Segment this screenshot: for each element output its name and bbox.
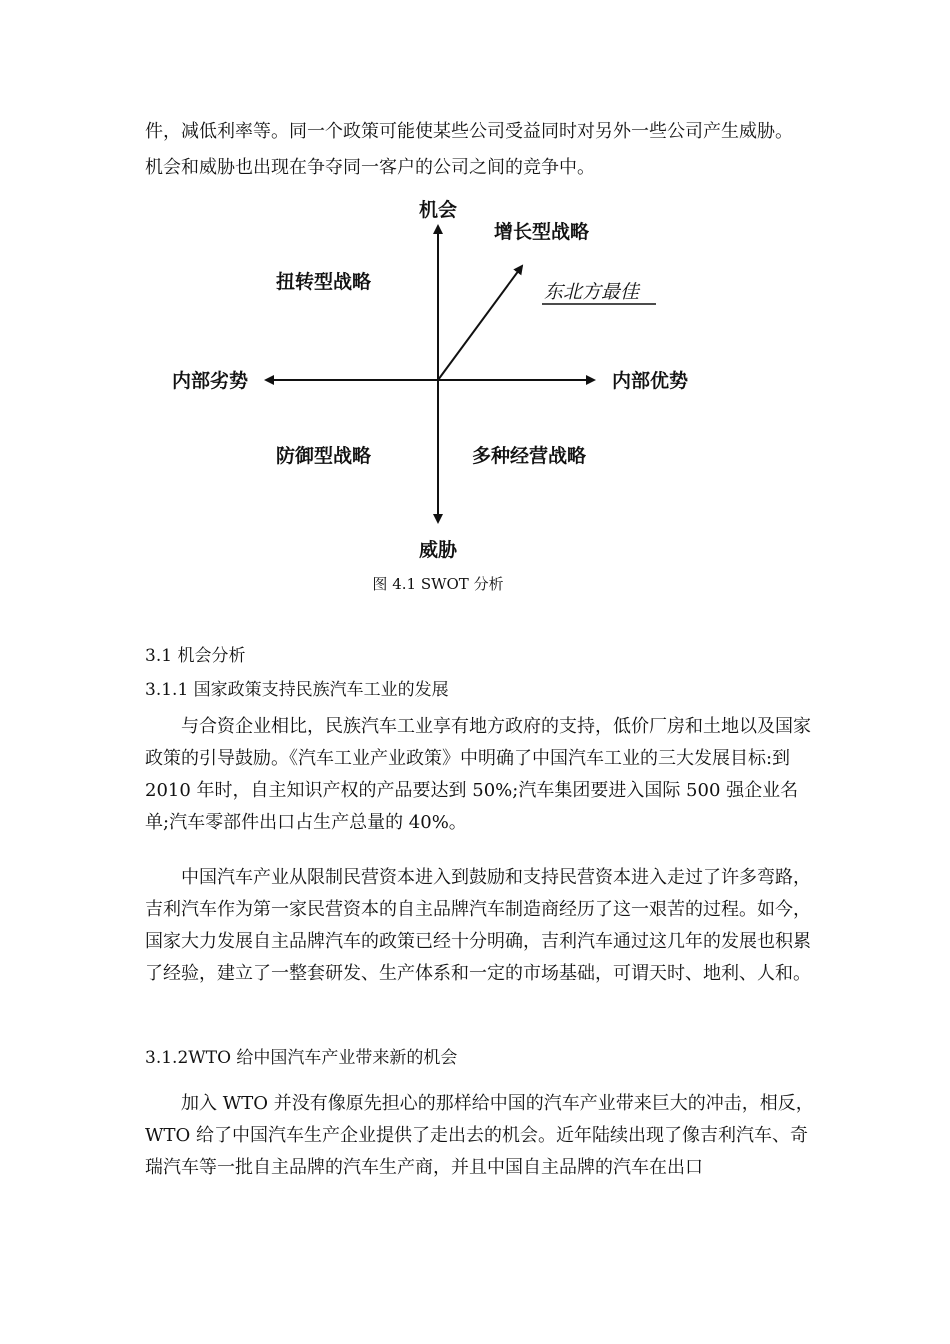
subsection-heading-2: 3.1.2WTO 给中国汽车产业带来新的机会 [145,1048,458,1068]
swot-diagram [160,190,720,610]
label-defensive-strategy: 防御型战略 [276,445,372,467]
handwritten-note: 东北方最佳 [544,281,640,303]
label-internal-strength: 内部优势 [612,370,689,392]
growth-arrow [438,266,522,380]
label-growth-strategy: 增长型战略 [494,221,590,243]
subsection-heading-1: 3.1.1 国家政策支持民族汽车工业的发展 [145,680,449,700]
intro-line-2: 机会和威胁也出现在争夺同一客户的公司之间的竞争中。 [145,157,595,178]
label-turnaround-strategy: 扭转型战略 [276,271,372,293]
figure-caption: 图 4.1 SWOT 分析 [372,575,504,593]
label-diversification-strategy: 多种经营战略 [472,445,587,467]
paragraph-2: 中国汽车产业从限制民营资本进入到鼓励和支持民营资本进入走过了许多弯路，吉利汽车作为第一家民营资本的自主品牌汽车制造商经历了这一艰苦的过程。如今，国家大力发展自主品牌汽车的政策已经十分明确，吉利汽车通过这几年的发展也积累了经验，建立了一整套研发、生产体系和一定的市场基础，可谓天时、地利、人和。 [145,867,811,984]
section-heading: 3.1 机会分析 [145,646,246,666]
intro-line-1: 件，减低利率等。同一个政策可能使某些公司受益同时对另外一些公司产生威胁。 [145,121,793,142]
paragraph-3: 加入 WTO 并没有像原先担心的那样给中国的汽车产业带来巨大的冲击，相反，WTO 给了中国汽车生产企业提供了走出去的机会。近年陆续出现了像吉利汽车、奇瑞汽车等一批自主品牌的汽车生产商，并且中国自主品牌的汽车在出口 [145,1093,814,1178]
label-opportunity: 机会 [418,199,458,221]
paragraph-1: 与合资企业相比，民族汽车工业享有地方政府的支持，低价厂房和土地以及国家政策的引导鼓励。《汽车工业产业政策》中明确了中国汽车工业的三大发展目标:到 2010 年时，自主知识产权的产品要达到 50%;汽车集团要进入国际 500 强企业名单;汽车零部件出口占生产总量的 40%。 [145,716,811,833]
label-internal-weakness: 内部劣势 [172,370,249,392]
label-threat: 威胁 [418,539,458,561]
